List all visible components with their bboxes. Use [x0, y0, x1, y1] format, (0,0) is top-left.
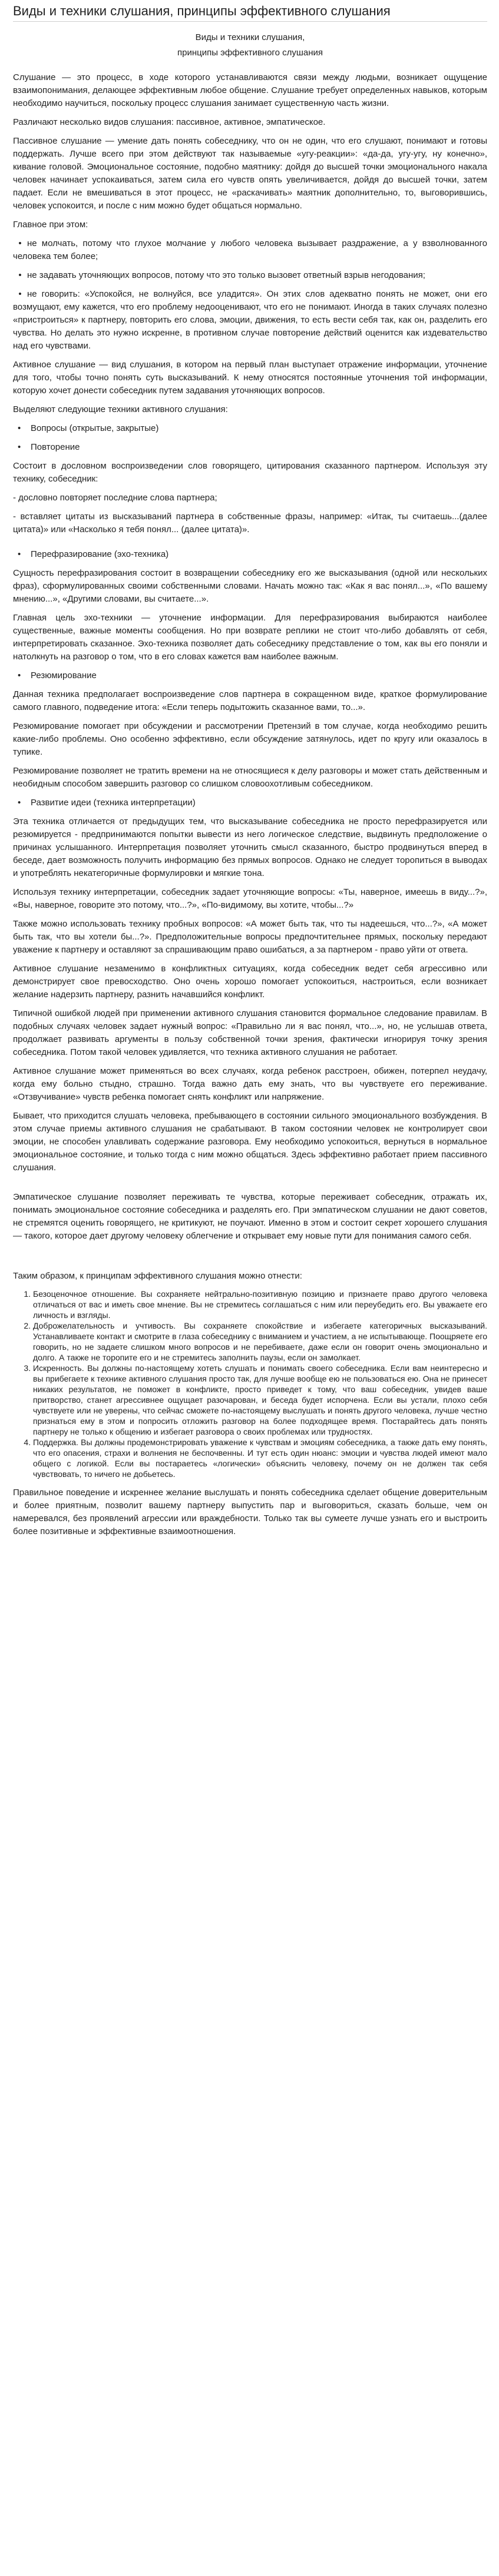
paragraph: Активное слушание может применяться во всех случаях, когда ребенок расстроен, обижен, потерпел неудачу, когда ему больно стыдно, страшно. Тогда важно дать ему знать, что вы чувствуете его переживание. «Отзвучивание» чувств ребенка помогает снять конфликт или напряжение.	[13, 1066, 487, 1102]
paragraph: Данная техника предполагает воспроизведение слов партнера в сокращенном виде, краткое формулирование самого главного, подведение итога: «Если теперь подытожить сказанное вами, то...».	[13, 689, 487, 712]
paragraph: - дословно повторяет последние слова партнера;	[13, 493, 217, 503]
paragraph: Сущность перефразирования состоит в возвращении собеседнику его же высказывания (одной или нескольких фраз), сформулированных своими собственными словами. Начать можно так: «Как я вас понял...», «По вашему мнению...», «Другими словами, вы считаете...».	[13, 568, 487, 604]
paragraph: Различают несколько видов слушания: пассивное, активное, эмпатическое.	[13, 117, 326, 127]
bullet-icon: •	[18, 423, 21, 433]
paragraph: Правильное поведение и искреннее желание выслушать и понять собеседника сделает общение доверительным и более приятным, позволит вашему партнеру выпустить пар и выговориться, сказать больше, чем он намеревался, без проявлений агрессии или враждебности. Только так вы сумеете лучше узнать его и выстроить более позитивные и эффективные взаимоотношения.	[13, 1488, 487, 1536]
technique-label: Резюмирование	[31, 670, 97, 680]
paragraph: Используя технику интерпретации, собеседник задает уточняющие вопросы: «Ты, наверное, имеешь в виду...?», «Вы, наверное, говорите это потому, что...?», «По-видимому, вы хотите, чтобы...?»	[13, 887, 487, 910]
paragraph: Главная цель эхо-техники — уточнение информации. Для перефразирования выбираются наиболее существенные, важные моменты сообщения. Но при возврате реплики не стоит что-либо добавлять от себя, интерпретировать сказанное. Эхо-техника позволяет дать собеседнику представление о том, как вы его поняли и натолкнуть на разговор о том, что в его словах кажется вам наиболее важным.	[13, 613, 487, 662]
spacer	[13, 1249, 487, 1270]
bullet-text: не задавать уточняющих вопросов, потому что это только вызовет ответный взрыв негодования;	[27, 270, 425, 280]
bullet-icon: •	[18, 289, 22, 299]
bullet-item	[13, 288, 487, 353]
technique-label: Вопросы (открытые, закрытые)	[31, 423, 159, 433]
technique-item	[13, 422, 487, 435]
list-item: 1. Безоценочное отношение. Вы сохраняете нейтрально-позитивную позицию и признаете право другого человека отличаться от вас и иметь свое мнение. Вы не стремитесь соглашаться с ним или переубедить его. Вы уважаете его личность и взгляды.	[33, 1289, 487, 1320]
paragraph: Эта техника отличается от предыдущих тем, что высказывание собеседника не просто перефразируется или резюмируется - предпринимаются попытки вывести из него логическое следствие, выдвинуть предположение о причинах услышанного. Интерпретация позволяет уточнить смысл сказанного, быстро продвинуться вперед в беседе, дает возможность получить информацию без прямых вопросов. Однако не следует торопиться в выводах и употреблять некатегоричные формулировки и мягкие тона.	[13, 816, 487, 878]
technique-item	[13, 441, 487, 454]
list-item: 4. Поддержка. Вы должны продемонстрировать уважение к чувствам и эмоциям собеседника, а также дать ему понять, что его опасения, страхи и волнения не беспочвенны. И тут есть один нюанс: эмоции и чувства людей имеют мало общего с логикой. Если вы постараетесь «логически» объяснить человеку, почему он не должен так себя чувствовать, то ничего не добьетесь.	[33, 1437, 487, 1479]
paragraph: Типичной ошибкой людей при применении активного слушания становится формальное следование правилам. В подобных случаях человек задает нужный вопрос: «Правильно ли я вас понял, что...», но, не услышав ответа, продолжает развивать аргументы в пользу собственной точки зрения, фактически игнорируя точку зрения собеседника. Потом такой человек удивляется, что техника активного слушания не работает.	[13, 1008, 487, 1057]
paragraph: Выделяют следующие техники активного слушания:	[13, 404, 228, 414]
paragraph: - вставляет цитаты из высказываний партнера в собственные фразы, например: «Итак, ты считаешь...(далее цитата)» или «Насколько я тебя понял... (далее цитата)».	[13, 512, 487, 535]
technique-label: Перефразирование (эхо-техника)	[31, 549, 169, 559]
bullet-icon: •	[18, 238, 22, 248]
bullet-icon: •	[18, 442, 21, 452]
bullet-icon: •	[18, 270, 22, 280]
centered-heading-line-1: Виды и техники слушания,	[195, 32, 305, 42]
centered-heading-line-2: принципы эффективного слушания	[177, 48, 323, 58]
principles-list	[13, 1289, 487, 1479]
paragraph: Активное слушание незаменимо в конфликтных ситуациях, когда собеседник ведет себя агрессивно или демонстрирует свое превосходство. Оно очень хорошо помогает успокоиться, настроиться, если возникает желание надерзить партнеру, разнить начавшийся конфликт.	[13, 964, 487, 1000]
page-title: Виды и техники слушания, принципы эффективного слушания	[13, 4, 391, 18]
paragraph: Также можно использовать технику пробных вопросов: «А может быть так, что ты надеешься, что...?», «А может быть так, что вы хотели бы...?». Предположительные вопросы предпочтительнее прямых, поскольку передают уважение к партнеру и оставляют за спрашивающим право ошибаться, а за партнером - право уйти от ответа.	[13, 919, 487, 955]
list-item: 2. Доброжелательность и учтивость. Вы сохраняете спокойствие и избегаете категоричных высказываний. Устанавливаете контакт и смотрите в глаза собеседнику с вниманием и участием, а не испытывающе. Поощряете его говорить, но не задаете слишком много вопросов и не перебиваете, даже если он говорит очень эмоционально и долго. А также не торопите его и не стремитесь заполнить паузы, если он замолкает.	[33, 1320, 487, 1363]
technique-item	[13, 669, 487, 682]
spacer	[13, 542, 487, 548]
paragraph: Состоит в дословном воспроизведении слов говорящего, цитирования сказанного партнером. Используя эту технику, собеседник:	[13, 461, 487, 484]
technique-item	[13, 796, 487, 809]
paragraph: Эмпатическое слушание позволяет переживать те чувства, которые переживает собеседник, отражать их, понимать эмоциональное состояние собеседника и разделять его. При эмпатическом слушании не дают советов, не стремятся оценить говорящего, не критикуют, не поучают. Именно в этом и состоит секрет хорошего слушания — такого, которое дает другому человеку облегчение и открывает ему новые пути для понимания самого себя.	[13, 1192, 487, 1241]
paragraph: Слушание — это процесс, в ходе которого устанавливаются связи между людьми, возникает ощущение взаимопонимания, делающее эффективным любое общение. Слушание требует определенных навыков, которым необходимо научиться, поскольку процесс слушания занимает существенную часть жизни.	[13, 72, 487, 108]
title-divider	[13, 21, 487, 22]
paragraph: Таким образом, к принципам эффективного слушания можно отнести:	[13, 1271, 302, 1281]
paragraph: Резюмирование помогает при обсуждении и рассмотрении Претензий в том случае, когда необходимо решить какие-либо проблемы. Оно особенно эффективно, если обсуждение затянулось, идет по кругу или оказалось в тупике.	[13, 721, 487, 757]
bullet-item	[13, 237, 487, 263]
technique-label: Повторение	[31, 442, 80, 452]
paragraph: Резюмирование позволяет не тратить времени на не относящиеся к делу разговоры и может стать действенным и необидным способом завершить разговор со слишком словоохотливым собеседником.	[13, 766, 487, 789]
bullet-icon: •	[18, 670, 21, 680]
bullet-text: не молчать, потому что глухое молчание у любого человека вызывает раздражение, а у взволнованного человека тем более;	[13, 238, 487, 261]
technique-item	[13, 548, 487, 561]
spacer	[13, 1180, 487, 1191]
paragraph: Пассивное слушание — умение дать понять собеседнику, что он не один, что его слушают, понимают и готовы поддержать. Лучше всего при этом действуют так называемые «угу-реакции»: «да-да, угу-угу, ну конечно», кивание головой. Эмоциональное состояние, подобно маятнику: дойдя до высшей точки эмоционального накала человек начинает успокаиваться, затем сила его чувств опять увеличивается, дойдя до высшей точки, затем падает. Если не вмешиваться в этот процесс, не «раскачивать» маятник дополнительно, то, выговорившись, человек успокоится, и после с ним можно будет общаться нормально.	[13, 136, 487, 211]
bullet-item	[13, 269, 487, 282]
paragraph: Активное слушание — вид слушания, в котором на первый план выступает отражение информации, уточнение для того, чтобы точно понять суть высказываний. К нему относятся постоянные уточнения той информации, которую хочет донести собеседник путем задавания уточняющих вопросов.	[13, 360, 487, 396]
bullet-icon: •	[18, 549, 21, 559]
bullet-text: не говорить: «Успокойся, не волнуйся, все уладится». Он этих слов адекватно понять не может, они его возмущают, ему кажется, что его проблему недооценивают, что его не понимают. Иногда в таких случаях полезно «пристроиться» к партнеру, повторить его слова, эмоции, движения, то есть вести себя так, как он, разделить его чувства. Но делать это нужно искренне, в противном случае повторение действий оценится как издевательство над его чувствами.	[13, 289, 487, 351]
bullet-icon: •	[18, 798, 21, 808]
list-item: 3. Искренность. Вы должны по-настоящему хотеть слушать и понимать своего собеседника. Если вам неинтересно и вы прибегаете к технике активного слушания просто так, для лучше вообще ею не пользоваться ею. Она не принесет никаких результатов, не поможет в конфликте, просто приведет к тому, что ваш собеседник, увидев ваше притворство, станет агрессивнее ощущает разочарован, и беседа будет испорчена. Если вы устали, плохо себя чувствуете или не уверены, что сейчас сможете по-настоящему выслушать и понять другого человека, лучше честно признаться ему в этом и попросить отложить разговор на более подходящее время. Постарайтесь дать понять партнеру не только к общению и избегает разговора о своих проблемах или трудностях.	[33, 1363, 487, 1437]
paragraph: Главное при этом:	[13, 220, 88, 230]
technique-label: Развитие идеи (техника интерпретации)	[31, 798, 196, 808]
paragraph: Бывает, что приходится слушать человека, пребывающего в состоянии сильного эмоционального возбуждения. В этом случае приемы активного слушания не срабатывают. В таком состоянии человек не контролирует свои эмоции, не способен улавливать содержание разговора. Ему необходимо успокоиться, вернуться в нормальное эмоциональное состояние, и только тогда с ним можно общаться. Здесь эффективно работает прием пассивного слушания.	[13, 1111, 487, 1173]
